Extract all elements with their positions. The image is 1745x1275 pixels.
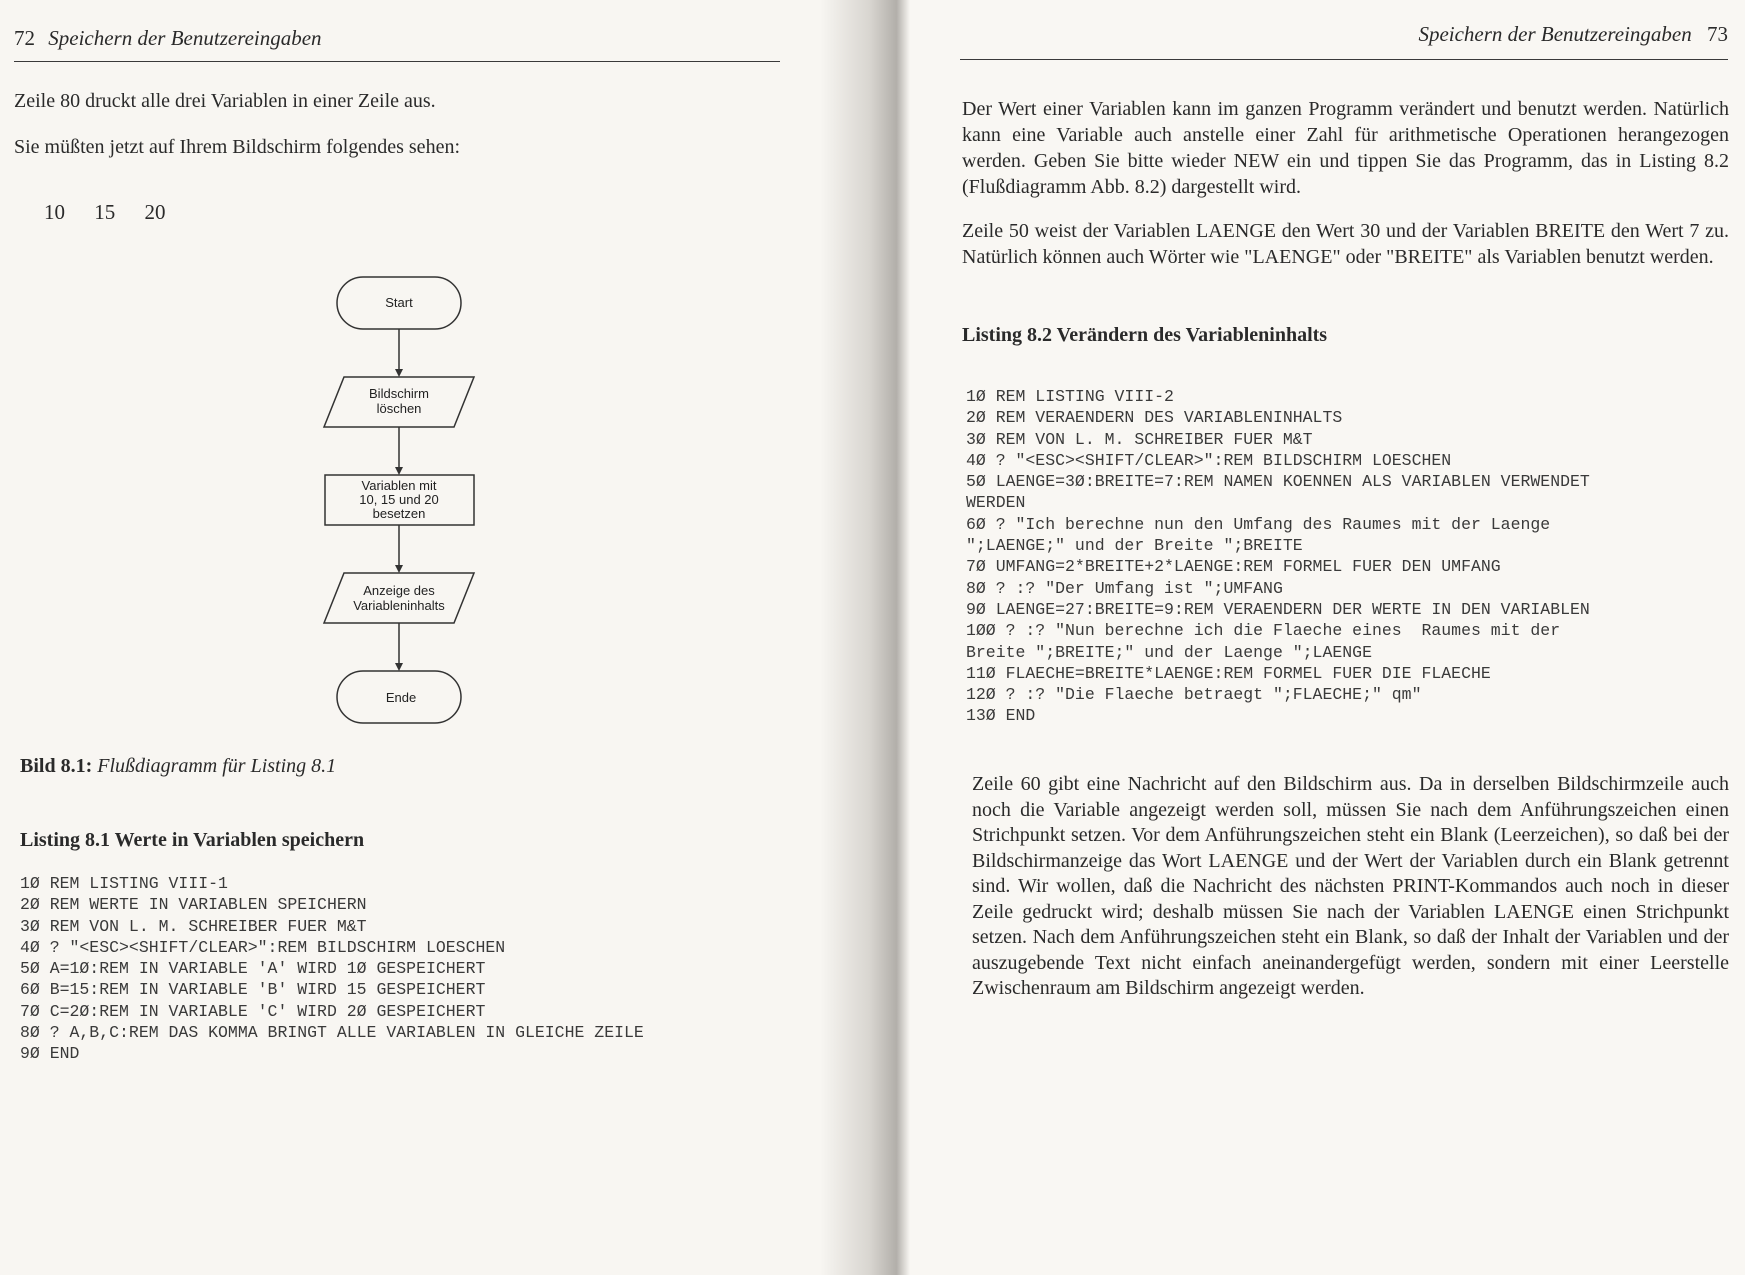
right-paragraph-2: Zeile 50 weist der Variablen LAENGE den Wert 30 und der Variablen BREITE den Wert 7 zu. Natürlich können auch Wörter wie "LAENGE" oder "BREITE" als Variablen benutzt werden.	[962, 220, 1729, 268]
flowchart-step3-line1: Anzeige des	[363, 583, 435, 598]
flowchart-step1-line1: Bildschirm	[369, 386, 429, 401]
left-paragraph-1: Zeile 80 druckt alle drei Variablen in einer Zeile aus.	[14, 90, 436, 112]
flowchart-start-label: Start	[385, 295, 413, 310]
flowchart-step3-line2: Variableninhalts	[353, 598, 445, 613]
caption-text: Flußdiagramm für Listing 8.1	[97, 755, 337, 777]
caption-label: Bild 8.1:	[20, 755, 93, 777]
left-paragraph-2: Sie müßten jetzt auf Ihrem Bildschirm folgendes sehen:	[14, 136, 460, 158]
listing-8-1-code: 1Ø REM LISTING VIII-1 2Ø REM WERTE IN VARIABLEN SPEICHERN 3Ø REM VON L. M. SCHREIBER FUER M&T 4Ø ? "<ESC><SHIFT/CLEAR>":REM BILDSCHIRM LOESCHEN 5Ø A=1Ø:REM IN VARIABLE 'A' WIRD 1Ø GESPEICHERT 6Ø B=15:REM IN VARIABLE 'B' WIRD 15 GESPEICHERT 7Ø C=2Ø:REM IN VARIABLE 'C' WIRD 2Ø GESPEICHERT 8Ø ? A,B,C:REM DAS KOMMA BRINGT ALLE VARIABLEN IN GLEICHE ZEILE 9Ø END	[20, 874, 644, 1064]
flowchart-step1-line2: löschen	[376, 401, 422, 416]
listing-8-2-title: Listing 8.2 Verändern des Variableninhalts	[962, 324, 1328, 346]
value-2: 15	[94, 200, 116, 224]
right-page-header	[960, 22, 1728, 60]
flowchart	[0, 0, 860, 740]
right-running-title: Speichern der Benutzereingaben	[1418, 22, 1692, 46]
flowchart-step2-line1: Variablen mit	[361, 478, 437, 493]
right-paragraph-1: Der Wert einer Variablen kann im ganzen Programm verändert und benutzt werden. Natürlich kann eine Variable auch anstelle einer Zahl für arithmetische Operationen herangezogen werden. Geben Sie bitte wieder NEW ein und tippen Sie das Programm, das in Listing 8.2 (Flußdiagramm Abb. 8.2) dargestellt wird.	[962, 98, 1729, 198]
flowchart-end-label: Ende	[385, 690, 417, 705]
flowchart-step2-line3: besetzen	[372, 506, 426, 521]
right-page-number: 73	[1707, 22, 1728, 46]
value-1: 10	[44, 200, 65, 224]
left-running-title: Speichern der Benutzereingaben	[48, 26, 322, 50]
left-page-number: 72	[14, 26, 35, 50]
figure-caption	[20, 755, 336, 778]
right-paragraph-3: Zeile 60 gibt eine Nachricht auf den Bildschirm aus. Da in derselben Bildschirmzeile auch noch die Variable angezeigt werden soll, müssen Sie nach dem Anführungszeichen einen Strichpunkt setzen. Vor dem Anführungszeichen steht ein Blank (Leerzeichen), so daß bei der Bildschirmanzeige das Wort LAENGE und der Wert der Variablen durch ein Blank getrennt sind. Wir wollen, daß die Nachricht des nächsten PRINT-Kommandos auch noch in dieser Zeile gedruckt wird; deshalb müssen Sie nach der Variablen LAENGE einen Strichpunkt setzen. Nach dem Anführungszeichen steht ein Blank, so daß der Inhalt der Variablen und der auszugebende Text nicht einfach aneinandergefügt werden, sondern mit einer Leerstelle Zwischenraum am Bildschirm angezeigt werden.	[972, 773, 1729, 999]
listing-8-1-title: Listing 8.1 Werte in Variablen speichern	[20, 829, 365, 851]
value-3: 20	[144, 200, 166, 224]
listing-8-2-code: 1Ø REM LISTING VIII-2 2Ø REM VERAENDERN DES VARIABLENINHALTS 3Ø REM VON L. M. SCHREIBER FUER M&T 4Ø ? "<ESC><SHIFT/CLEAR>":REM BILDSCHIRM LOESCHEN 5Ø LAENGE=3Ø:BREITE=7:REM NAMEN KOENNEN ALS VARIABLEN VERWENDET WERDEN 6Ø ? "Ich berechne nun den Umfang des Raumes mit der Laenge ";LAENGE;" und der Breite ";BREITE 7Ø UMFANG=2*BREITE+2*LAENGE:REM FORMEL FUER DEN UMFANG 8Ø ? :? "Der Umfang ist ";UMFANG 9Ø LAENGE=27:BREITE=9:REM VERAENDERN DER WERTE IN DEN VARIABLEN 1ØØ ? :? "Nun berechne ich die Flaeche eines Raumes mit der Breite ";BREITE;" und der Laenge ";LAENGE 11Ø FLAECHE=BREITE*LAENGE:REM FORMEL FUER DIE FLAECHE 12Ø ? :? "Die Flaeche betraegt ";FLAECHE;" qm" 13Ø END	[966, 387, 1590, 726]
flowchart-step2-line2: 10, 15 und 20	[359, 492, 439, 507]
